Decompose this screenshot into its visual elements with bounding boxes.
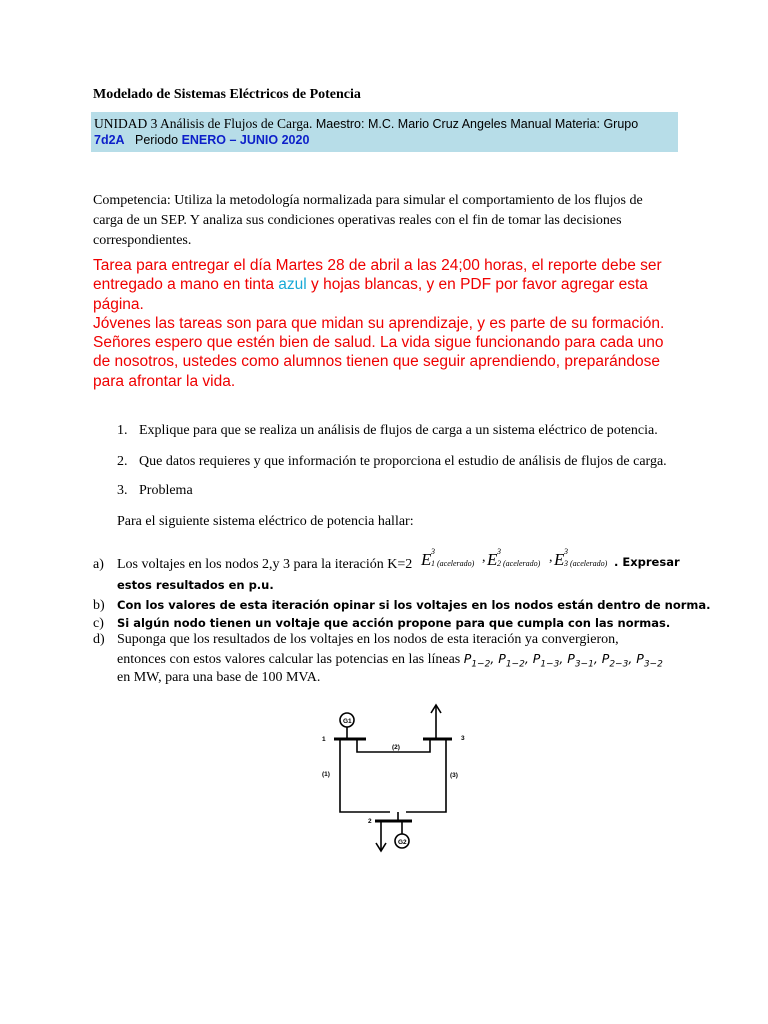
teacher-subject: Maestro: M.C. Mario Cruz Angeles Manual Materia: Grupo [312, 117, 639, 131]
line-1 [340, 739, 390, 812]
problem-intro: Para el siguiente sistema eléctrico de potencia hallar: [117, 514, 414, 529]
part-d-line3: en MW, para una base de 100 MVA. [117, 670, 321, 685]
power-system-diagram [310, 700, 480, 860]
part-a-continuation: estos resultados en p.u. [117, 578, 274, 592]
line-1-label: (1) [322, 771, 330, 778]
bus-3-label: 3 [461, 735, 465, 742]
bus-1-label: 1 [322, 736, 326, 743]
part-d: d) Suponga que los resultados de los voltajes en los nodos de esta iteración ya convergieron, [93, 632, 619, 647]
period-value: ENERO – JUNIO 2020 [181, 133, 310, 147]
bus-2-label: 2 [368, 818, 372, 825]
part-a: a) Los voltajes en los nodos 2,y 3 para la iteración K=2 [93, 557, 413, 572]
gen-2-label: G2 [398, 839, 407, 846]
period-label: Periodo [124, 133, 182, 147]
competencia-paragraph: Competencia: Utiliza la metodología normalizada para simular el comportamiento de los flujos de carga de un SEP. Y analiza sus condiciones operativas reales con el fin de tomar las decisiones correspondientes. [93, 193, 643, 248]
line-powers: $P_{1-2}$, $P_{1-2}$, $P_{1-3}$, $P_{3-1}$, $P_{2-3}$, $P_{3-2}$ [463, 651, 663, 670]
gen-1-label: G1 [343, 718, 352, 725]
group-code: 7d2A [94, 133, 125, 147]
notice-text: Tarea para entregar el día Martes 28 de abril a las 24;00 horas, el reporte debe ser entregado a mano en tinta [93, 257, 662, 294]
course-header [91, 112, 678, 152]
unit-title: UNIDAD 3 Análisis de Flujos de Carga. [94, 116, 313, 131]
line-3-label: (3) [450, 772, 458, 779]
notice-highlight: azul [278, 276, 307, 294]
part-c: c) Si algún nodo tienen un voltaje que acción propone para que cumpla con las normas. [93, 616, 671, 631]
part-d-line2: entonces con estos valores calcular las potencias en las líneas $P_{1-2}$, $P_{1-2}$, $P_{1-3}$, $P_{3-1}$, $P_{2-3}$, $P_{3-2}$ [117, 651, 663, 670]
homework-notice [93, 256, 683, 391]
notice-message: Jóvenes las tareas son para que midan su aprendizaje, y es parte de su formación. Señores espero que estén bien de salud. La vida sigue funcionando para cada uno de nosotros, ustedes como alumnos tienen que seguir aprendiendo, preparándose para afrontar la vida. [93, 314, 665, 390]
part-b: b) Con los valores de esta iteración opinar si los voltajes en los nodos están dentro de norma. [93, 598, 711, 613]
line-2-label: (2) [392, 744, 400, 751]
notice-text-end: y hojas blancas, y en PDF por favor agregar esta página. [93, 276, 648, 313]
document-title: Modelado de Sistemas Eléctricos de Potencia [93, 87, 361, 102]
line-3 [406, 739, 446, 812]
